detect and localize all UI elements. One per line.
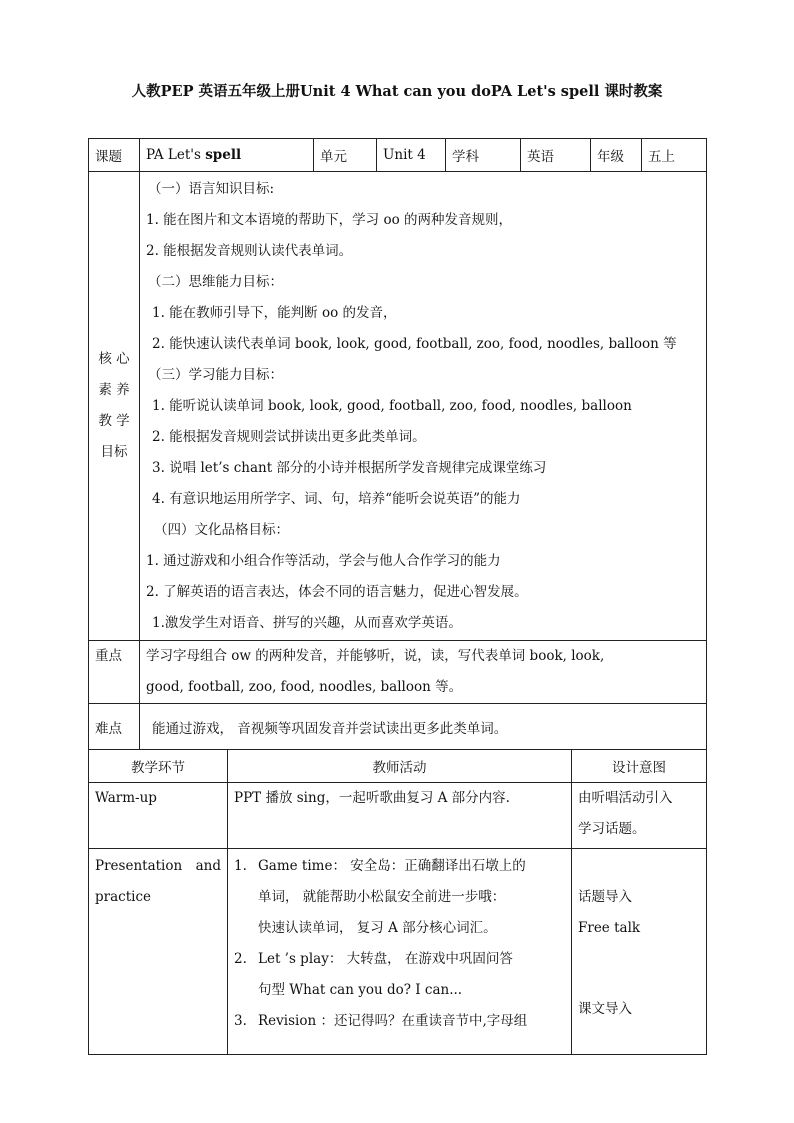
difficulties-label: 难点 xyxy=(89,704,140,750)
goal-heading: （三）学习能力目标： xyxy=(148,366,283,383)
intent-spacer xyxy=(578,944,700,994)
presentation-stage-line xyxy=(95,851,221,882)
grade-value: 五上 xyxy=(642,139,707,172)
info-row xyxy=(89,139,707,172)
goal-heading: （一）语言知识目标: xyxy=(148,180,275,197)
lesson-info-table xyxy=(88,138,707,750)
topic-value-prefix: PA Let's xyxy=(146,147,206,163)
presentation-step xyxy=(234,851,565,944)
key-points-label: 重点 xyxy=(89,641,140,704)
presentation-step xyxy=(234,1006,565,1037)
presentation-steps xyxy=(234,851,565,1037)
step-line: Revision ：还记得吗？在重读音节中,字母组 xyxy=(258,1013,528,1029)
goals-content xyxy=(140,172,707,641)
warmup-intent xyxy=(572,783,707,849)
goals-row xyxy=(89,172,707,641)
goals-label-line: 教 学 xyxy=(98,413,130,429)
presentation-intent xyxy=(572,849,707,1055)
goals-label xyxy=(89,172,140,641)
warmup-row xyxy=(89,783,707,849)
goal-item: 1. 能在教师引导下，能判断 oo 的发音， xyxy=(152,304,397,321)
step-line: Game time： 安全岛：正确翻译出石墩上的 xyxy=(258,858,526,874)
topic-value xyxy=(140,139,314,172)
presentation-stage-word: Presentation xyxy=(95,858,183,874)
presentation-row xyxy=(89,849,707,1055)
warmup-stage: Warm-up xyxy=(89,783,228,849)
grade-label: 年级 xyxy=(591,139,642,172)
goal-item: 2. 了解英语的语言表达，体会不同的语言魅力，促进心智发展。 xyxy=(146,583,528,600)
goal-item: 1.激发学生对语音、拼写的兴趣，从而喜欢学英语。 xyxy=(152,614,462,631)
goal-item: 1. 能在图片和文本语境的帮助下，学习 oo 的两种发音规则， xyxy=(146,211,513,228)
topic-value-bold: spell xyxy=(205,147,242,163)
presentation-stage-line: practice xyxy=(95,889,151,905)
goal-item: 1. 通过游戏和小组合作等活动，学会与他人合作学习的能力 xyxy=(146,552,501,569)
goal-item: 3. 说唱 let’s chant 部分的小诗并根据所学发音规律完成课堂练习 xyxy=(152,459,547,476)
presentation-stage xyxy=(89,849,228,1055)
goal-item: 2. 能根据发音规则认读代表单词。 xyxy=(146,242,353,259)
presentation-step xyxy=(234,944,565,1006)
goal-item: 2. 能根据发音规则尝试拼读出更多此类单词。 xyxy=(152,428,426,445)
subject-label: 学科 xyxy=(446,139,521,172)
unit-label: 单元 xyxy=(314,139,377,172)
warmup-activity: PPT 播放 sing，一起听歌曲复习 A 部分内容. xyxy=(228,783,572,849)
goal-item: 2. 能快速认读代表单词 book, look, good, football, zoo, food, noodles, balloon 等 xyxy=(152,335,677,352)
step-number: 3. xyxy=(234,1013,247,1029)
intent-item: Free talk xyxy=(578,920,641,936)
goal-heading: （四）文化品格目标： xyxy=(154,521,289,538)
step-number: 2. xyxy=(234,951,247,967)
intent-item: 话题导入 xyxy=(578,889,632,905)
teaching-process-table xyxy=(88,749,707,1055)
goal-item: 4. 有意识地运用所学字、词、句，培养“能听会说英语”的能力 xyxy=(152,490,521,507)
step-line: 句型 What can you do? I can... xyxy=(258,982,463,998)
header-stage: 教学环节 xyxy=(89,750,228,783)
step-number: 1. xyxy=(234,858,247,874)
goal-item: 1. 能听说认读单词 book, look, good, football, zoo, food, noodles, balloon xyxy=(152,397,632,414)
document-title: 人教PEP 英语五年级上册Unit 4 What can you doPA Let's spell 课时教案 xyxy=(131,83,663,100)
difficulties-row xyxy=(89,704,707,750)
key-points-line: good, football, zoo, food, noodles, balloon 等。 xyxy=(146,679,463,695)
topic-label: 课题 xyxy=(89,139,140,172)
header-activity: 教师活动 xyxy=(228,750,572,783)
key-points-row xyxy=(89,641,707,704)
step-line: 单词， 就能帮助小松鼠安全前进一步哦： xyxy=(258,889,506,905)
key-points-line: 学习字母组合 ow 的两种发音，并能够听，说，读，写代表单词 book, look, xyxy=(146,648,605,664)
goals-label-line: 素 养 xyxy=(98,382,130,398)
step-line: Let ’s play： 大转盘， 在游戏中巩固问答 xyxy=(258,951,513,967)
presentation-stage-word: and xyxy=(195,858,221,874)
warmup-intent-line: 学习话题。 xyxy=(578,821,646,837)
intent-item: 课文导入 xyxy=(578,1001,632,1017)
unit-value: Unit 4 xyxy=(377,139,446,172)
process-header-row xyxy=(89,750,707,783)
key-points-content xyxy=(140,641,707,704)
difficulties-content: 能通过游戏， 音视频等巩固发音并尝试读出更多此类单词。 xyxy=(140,704,707,750)
header-intent: 设计意图 xyxy=(572,750,707,783)
intent-spacer xyxy=(578,851,700,882)
subject-value: 英语 xyxy=(521,139,591,172)
goals-label-line: 核 心 xyxy=(98,351,130,367)
goal-heading: （二）思维能力目标： xyxy=(148,273,283,290)
warmup-intent-line: 由听唱活动引入 xyxy=(578,790,673,806)
step-line: 快速认读单词， 复习 A 部分核心词汇。 xyxy=(258,920,497,936)
presentation-activity xyxy=(228,849,572,1055)
goals-label-line: 目标 xyxy=(100,444,128,460)
